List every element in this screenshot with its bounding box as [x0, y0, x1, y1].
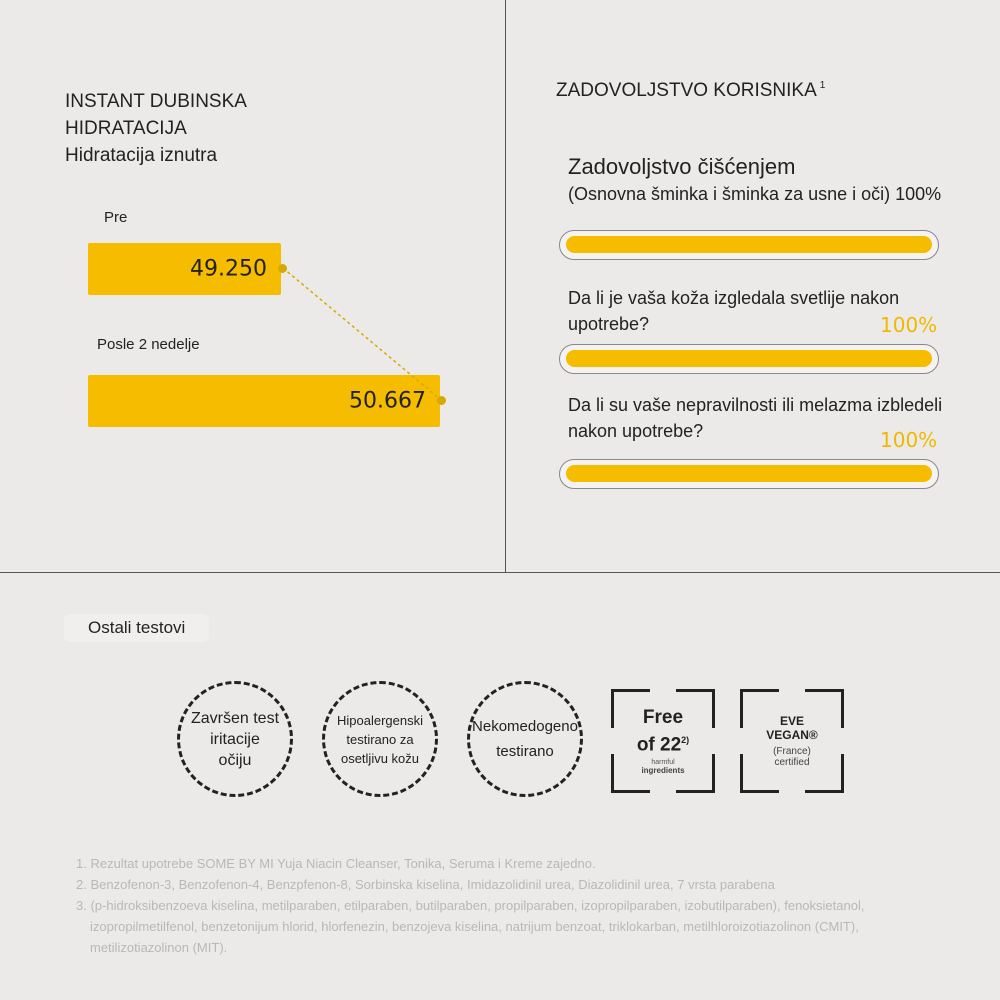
question-3-progress	[559, 459, 939, 489]
question-3-percent: 100%	[880, 428, 938, 452]
badge-1-line2: iritacije	[210, 730, 260, 748]
badge-2-line1: Hipoalergenski	[337, 712, 423, 728]
other-tests-title: Ostali testovi	[64, 614, 209, 642]
trend-connector	[0, 0, 505, 572]
question-2-text: Da li je vaša koža izgledala svetlije nakon upotrebe?	[568, 288, 900, 334]
satisfaction-title-footnote: 1	[819, 80, 826, 91]
question-1-progress-fill	[566, 236, 932, 253]
free-badge-line2: of 22	[636, 734, 682, 756]
question-3-text: Da li su vaše nepravilnosti ili melazma izbledeli nakon upotrebe?	[568, 395, 943, 441]
vertical-divider	[505, 0, 506, 572]
footnote-3-end: metilizotiazolinon (MIT).	[90, 940, 228, 955]
question-1-percent: 100%	[895, 184, 942, 204]
badge-3-line2: testirano	[496, 743, 554, 760]
footnote-3: 3. (p-hidroksibenzoeva kiselina, metilparaben, etilparaben, butilparaben, propilparaben, izopropilparaben, izobutilparaben), fenoksietanol,	[76, 898, 865, 913]
question-1-title: Zadovoljstvo čišćenjem	[568, 154, 796, 179]
hypoallergenic-badge	[322, 681, 438, 797]
vegan-badge-line1: EVE	[779, 714, 804, 728]
satisfaction-title	[556, 80, 825, 102]
footnote-1: 1. Rezultat upotrebe SOME BY MI Yuja Niacin Cleanser, Tonika, Seruma i Kreme zajedno.	[76, 856, 596, 871]
footnote-2: 2. Benzofenon-3, Benzofenon-4, Benzpfenon-8, Sorbinska kiselina, Imidazolidinil urea, Diazolidinil urea, 7 vrsta parabena	[76, 877, 775, 892]
hydration-subtitle: Hidratacija iznutra	[65, 145, 218, 166]
question-2-progress	[559, 344, 939, 374]
free-of-22-badge	[611, 689, 715, 793]
free-badge-line4: ingredients	[641, 766, 685, 776]
vegan-badge-line4: certified	[774, 757, 810, 768]
footnote-3-cont: izopropilmetilfenol, benzetonijum hlorid, hlorfenezin, benzojeva kiselina, natrijum benzoat, triklokarban, metilhloroizotiazolinon (CMIT),	[90, 919, 859, 934]
before-label: Pre	[104, 209, 128, 226]
hydration-title-line1: INSTANT DUBINSKA	[65, 91, 247, 112]
eve-vegan-badge	[740, 689, 844, 793]
badge-1-line1: Završen test	[190, 709, 280, 727]
badge-1-line3: očiju	[218, 751, 252, 769]
after-dot	[437, 396, 446, 405]
vegan-badge-line3: (France)	[773, 746, 811, 757]
after-value: 50.667	[349, 388, 426, 414]
badge-2-line2: testirano za	[346, 731, 414, 747]
badge-3-line1: Nekomedogeno	[472, 718, 578, 735]
question-1-subtitle	[568, 184, 941, 205]
satisfaction-title-text: ZADOVOLJSTVO KORISNIKA	[556, 80, 817, 101]
eye-irritation-badge	[177, 681, 293, 797]
question-2-progress-fill	[566, 350, 932, 367]
question-1-detail: (Osnovna šminka i šminka za usne i oči)	[568, 184, 891, 204]
non-comedogenic-badge	[467, 681, 583, 797]
footnotes	[76, 853, 976, 958]
question-2-percent: 100%	[880, 313, 938, 337]
hydration-title-line2: HIDRATACIJA	[65, 118, 187, 139]
question-1-progress	[559, 230, 939, 260]
before-value: 49.250	[190, 256, 267, 282]
before-dot	[278, 264, 287, 273]
free-badge-footnote: 2)	[681, 734, 690, 745]
vegan-badge-line2: VEGAN®	[766, 728, 818, 742]
badge-2-line3: osetljivu kožu	[340, 750, 420, 766]
free-badge-line1: Free	[642, 706, 684, 728]
after-label: Posle 2 nedelje	[97, 336, 200, 353]
question-3-progress-fill	[566, 465, 932, 482]
horizontal-divider	[0, 572, 1000, 573]
free-badge-line3: harmful	[651, 759, 675, 767]
